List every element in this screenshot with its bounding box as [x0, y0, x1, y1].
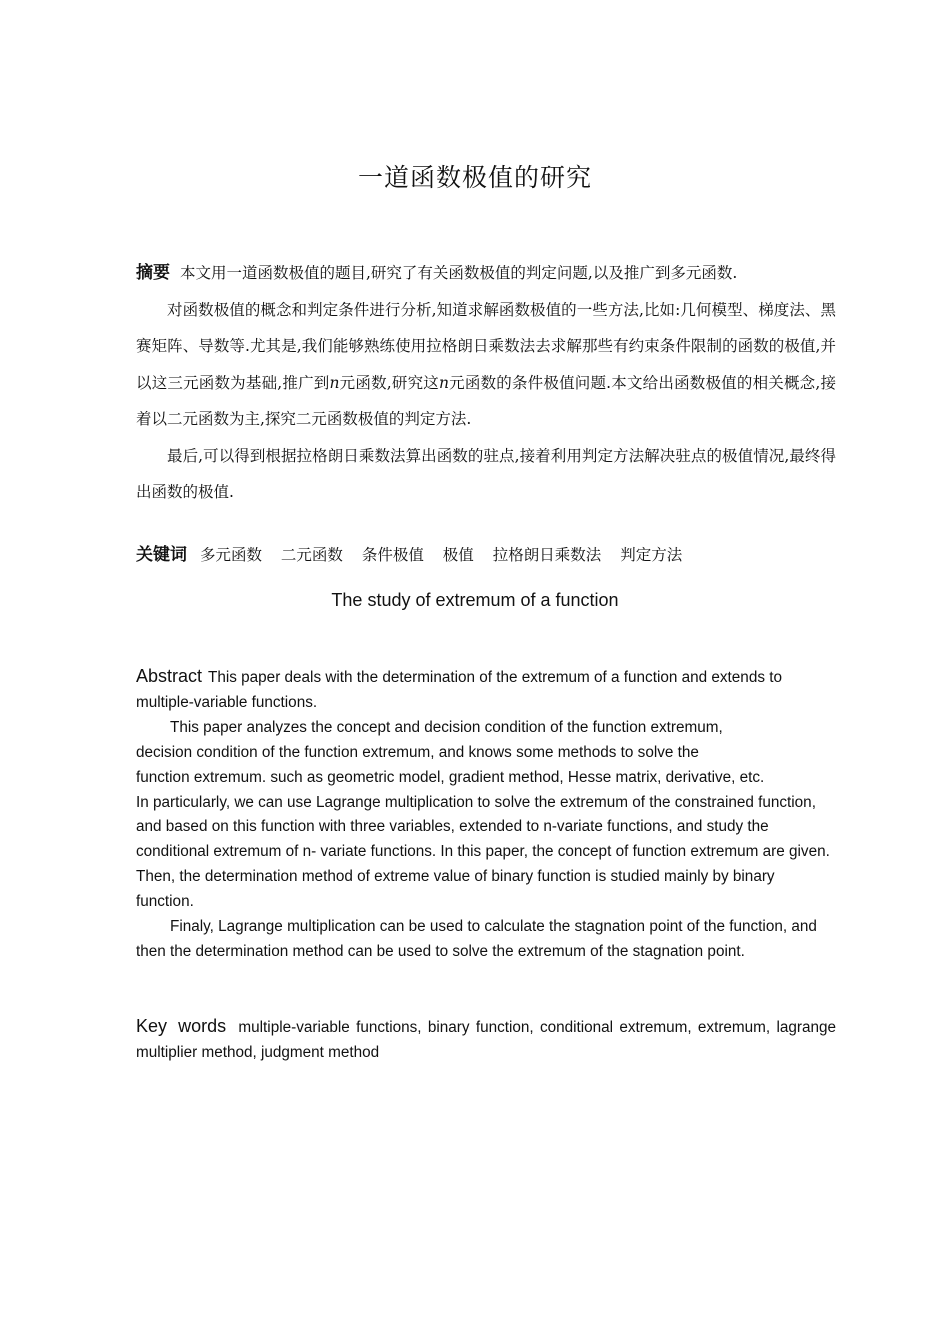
chinese-keywords-label: 关键词 [136, 545, 187, 565]
english-abstract-paragraph-3: Finaly, Lagrange multiplication can be used to calculate the stagnation point of the function, and then the determination method can be used to solve the extremum of the stagnation point. [136, 918, 817, 960]
keyword-item: 条件极值 [361, 546, 424, 564]
english-keywords [136, 1014, 836, 1066]
chinese-para2-text-3: 元函数的条件极值问题.本文给出函数极值的相关概念,接着以二元函数为主,探究二元函数极值的判定方法. [136, 373, 836, 428]
chinese-para2-text-2: 元函数,研究这 [339, 373, 439, 392]
chinese-abstract [136, 255, 836, 511]
english-abstract-label: Abstract [136, 666, 203, 686]
keyword-item: 拉格朗日乘数法 [492, 546, 602, 564]
english-para2-line-1: This paper analyzes the concept and decision condition of the function extremum, [170, 718, 723, 736]
chinese-title: 一道函数极值的研究 [357, 163, 592, 192]
chinese-abstract-label: 摘要 [136, 263, 170, 283]
english-keywords-text: multiple-variable functions, binary function, conditional extremum, extremum, lagrange multiplier method, judgment method [136, 1019, 837, 1061]
keyword-item: 二元函数 [280, 546, 343, 564]
english-keywords-label: Key words [136, 1016, 227, 1036]
chinese-keywords [136, 540, 836, 565]
english-abstract [136, 664, 836, 965]
chinese-abstract-paragraph-3: 最后,可以得到根据拉格朗日乘数法算出函数的驻点,接着利用判定方法解决驻点的极值情况,最终得出函数的极值. [136, 446, 836, 501]
keyword-item: 极值 [442, 546, 474, 564]
math-variable-n: n [329, 373, 340, 392]
chinese-abstract-intro [136, 255, 836, 292]
chinese-abstract-intro-text: 本文用一道函数极值的题目,研究了有关函数极值的判定问题,以及推广到多元函数. [180, 264, 738, 282]
chinese-para2-text-1: 对函数极值的概念和判定条件进行分析,知道求解函数极值的一些方法,比如:几何模型、梯度法、黑赛矩阵、导数等.尤其是,我们能够熟练使用拉格朗日乘数法去求解那些有约束条件限制的函数的极值,并以这三元函数为基础,推广到 [136, 300, 836, 392]
english-abstract-intro-text: This paper deals with the determination of the extremum of a function and extends to multiple-variable functions. [136, 669, 782, 711]
keyword-item: 判定方法 [620, 546, 683, 564]
keyword-item: 多元函数 [199, 546, 262, 564]
math-variable-n: n [439, 373, 449, 392]
english-para2-rest: In particularly, we can use Lagrange multiplication to solve the extremum of the constrained function, and based on this function with three variables, extended to n-variate functions, and study the conditional extremum of n- variate functions. In this paper, the concept of function extremum are given. Then, the determination method of extreme value of binary function is studied mainly by binary function. [136, 793, 830, 911]
english-abstract-paragraph-2 [136, 716, 836, 915]
english-para2-line-2: decision condition of the function extremum, and knows some methods to solve the [136, 743, 699, 761]
english-title: The study of extremum of a function [331, 590, 619, 610]
english-para2-line-3: function extremum. such as geometric model, gradient method, Hesse matrix, derivative, etc. [136, 768, 765, 786]
chinese-abstract-paragraph-2 [136, 292, 836, 438]
english-abstract-intro [136, 664, 836, 716]
